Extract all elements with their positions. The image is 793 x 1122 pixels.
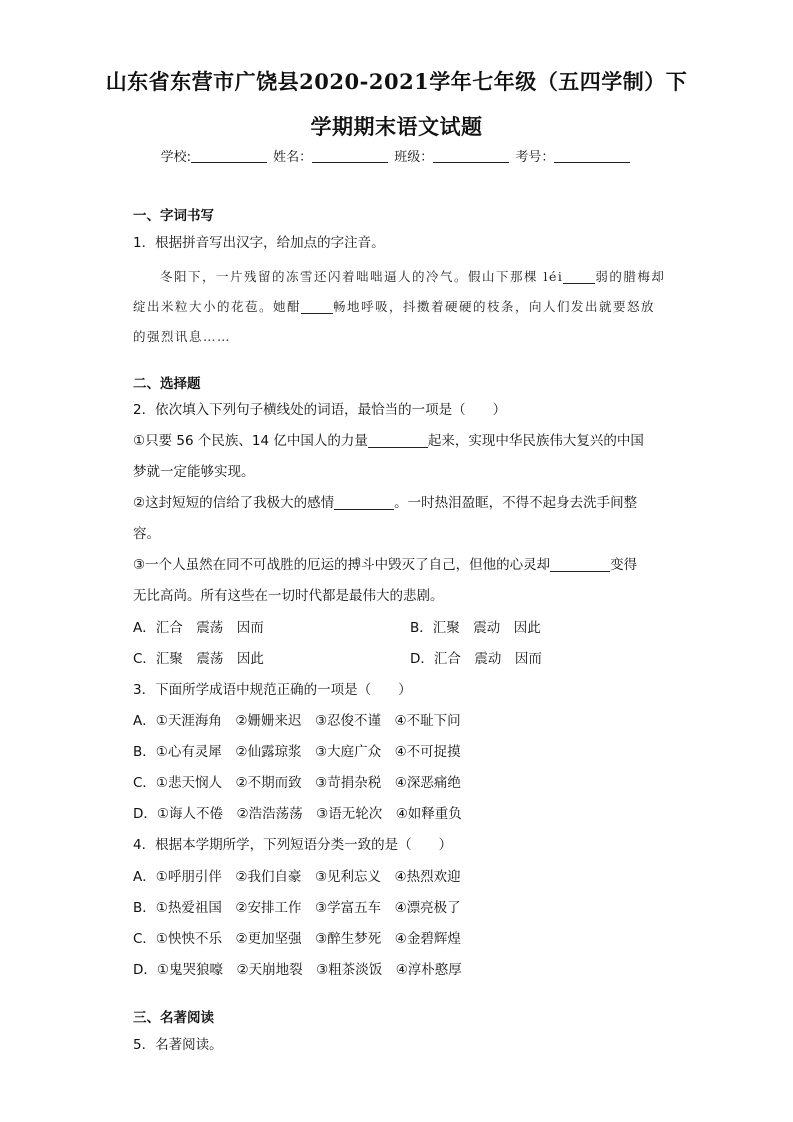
section3-heading: 三、名著阅读 [133, 1010, 214, 1026]
q4-option-b[interactable]: B．①热爱祖国 ②安排工作 ③学富五车 ④漂亮极了 [133, 900, 461, 916]
name-label: 姓名： [273, 150, 313, 165]
passage-line2-text-a: 绽出米粒大小的花苞。她酣 [133, 299, 302, 314]
exam-title-line2: 学期期末语文试题 [310, 114, 483, 139]
q2-sentence1-line2: 梦就一定能够实现。 [133, 464, 255, 480]
q4-option-d[interactable]: D．①鬼哭狼嚎 ②天崩地裂 ③粗茶淡饭 ④淳朴憨厚 [133, 962, 462, 978]
passage-line2-text-b: 畅地呼吸，抖擞着硬硬的枝条，向人们发出就要怒放 [333, 299, 656, 314]
question3-stem: 3．下面所学成语中规范正确的一项是（ ） [133, 682, 412, 698]
q2-sentence2-text-b: 。一时热泪盈眶，不得不起身去洗手间整 [394, 495, 638, 511]
section2-heading: 二、选择题 [133, 376, 201, 392]
question2-stem: 2．依次填入下列句子横线处的词语，最恰当的一项是（ ） [133, 402, 507, 418]
exam-number-blank[interactable] [554, 149, 630, 163]
exam-title-line1: 山东省东营市广饶县2020-2021学年七年级（五四学制）下 [105, 69, 688, 94]
q2-blank3[interactable] [550, 557, 610, 572]
q3-option-a[interactable]: A．①天涯海角 ②姗姗来迟 ③忍俊不谨 ④不耻下问 [133, 713, 461, 729]
school-label: 学校: [160, 150, 191, 165]
blank-lei[interactable] [563, 269, 595, 284]
q3-option-b[interactable]: B．①心有灵犀 ②仙露琼浆 ③大庭广众 ④不可捉摸 [133, 744, 461, 760]
passage-line1-text-b: 弱的腊梅却 [595, 269, 666, 284]
q4-option-a[interactable]: A．①呼朋引伴 ②我们自豪 ③见利忘义 ④热烈欢迎 [133, 869, 461, 885]
section1-heading: 一、字词书写 [133, 208, 214, 224]
blank-han[interactable] [301, 299, 333, 314]
q2-sentence3-line2: 无比高尚。所有这些在一切时代都是最伟大的悲剧。 [133, 588, 444, 604]
question5-stem: 5．名著阅读。 [133, 1037, 223, 1053]
passage-line2 [133, 297, 655, 315]
passage-line3: 的强烈讯息…… [133, 329, 232, 344]
q2-sentence3-line1 [133, 556, 637, 574]
q2-sentence2-line2: 容。 [133, 526, 160, 542]
q2-sentence1-text-b: 起来，实现中华民族伟大复兴的中国 [427, 433, 644, 449]
q2-sentence3-text-a: ③一个人虽然在同不可战胜的厄运的搏斗中毁灭了自己，但他的心灵却 [133, 557, 551, 573]
passage-line1 [160, 267, 665, 285]
q2-option-c[interactable]: C．汇聚 震荡 因此 [133, 651, 264, 667]
q3-option-c[interactable]: C．①悲天悯人 ②不期而致 ③苛捐杂税 ④深恶痛绝 [133, 775, 461, 791]
q2-option-a[interactable]: A．汇合 震荡 因而 [133, 620, 264, 636]
q2-sentence1-line1 [133, 432, 644, 450]
class-label: 班级： [394, 150, 434, 165]
class-blank[interactable] [433, 149, 509, 163]
q2-option-d[interactable]: D．汇合 震动 因而 [410, 651, 542, 667]
student-info-row [0, 146, 793, 165]
q2-option-b[interactable]: B．汇聚 震动 因此 [410, 620, 541, 636]
q2-sentence1-text-a: ①只要 56 个民族、14 亿中国人的力量 [133, 433, 368, 449]
q4-option-c[interactable]: C．①怏怏不乐 ②更加坚强 ③醉生梦死 ④金碧辉煌 [133, 931, 461, 947]
q2-sentence2-text-a: ②这封短短的信给了我极大的感情 [133, 495, 335, 511]
q2-blank1[interactable] [368, 433, 428, 448]
q2-sentence2-line1 [133, 494, 637, 512]
q2-blank2[interactable] [334, 495, 394, 510]
q2-sentence3-text-b: 变得 [610, 557, 638, 573]
q3-option-d[interactable]: D．①诲人不倦 ②浩浩荡荡 ③语无轮次 ④如释重负 [133, 806, 462, 822]
exam-number-label: 考号： [515, 150, 555, 165]
school-blank[interactable] [191, 149, 267, 163]
name-blank[interactable] [312, 149, 388, 163]
question4-stem: 4．根据本学期所学，下列短语分类一致的是（ ） [133, 837, 453, 853]
question1-stem: 1．根据拼音写出汉字，给加点的字注音。 [133, 235, 385, 251]
passage-line1-text-a: 冬阳下，一片残留的冻雪还闪着咄咄逼人的冷气。假山下那棵 léi [160, 269, 564, 284]
